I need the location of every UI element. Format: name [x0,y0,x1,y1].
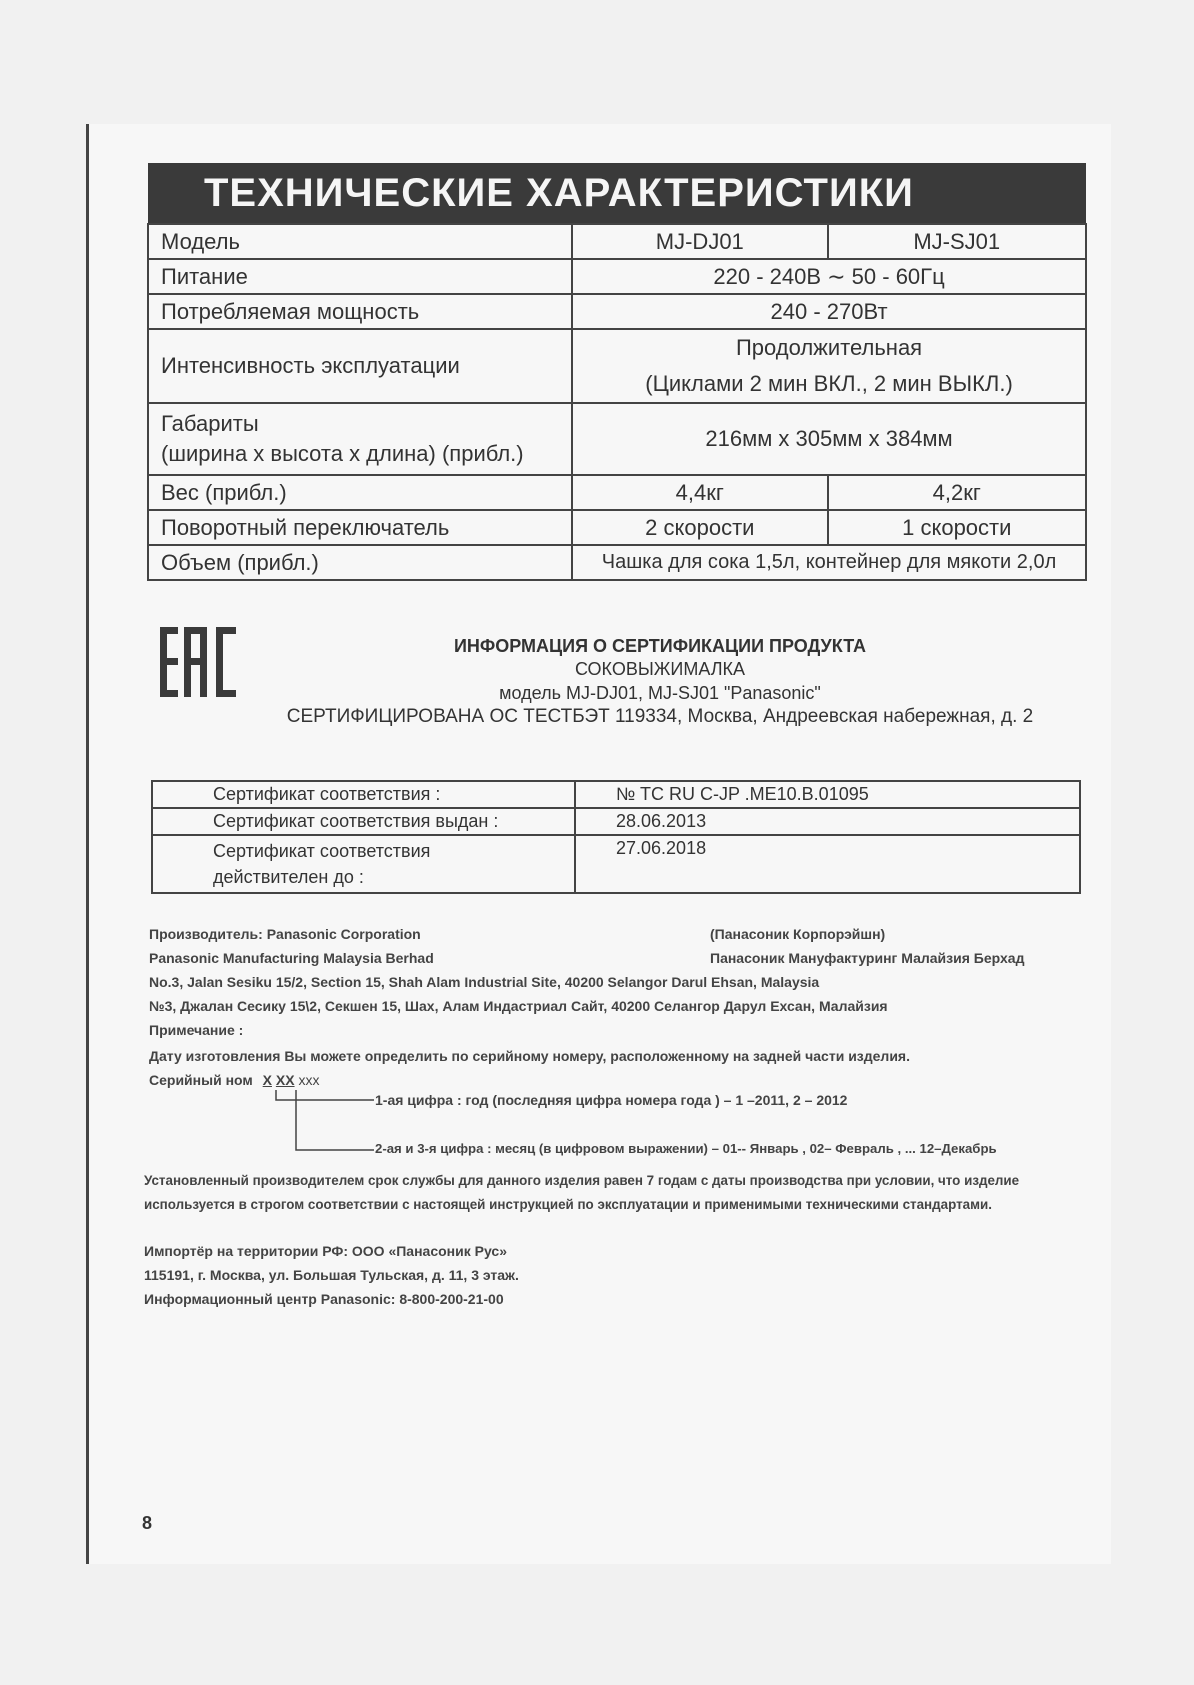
spec-value: 220 - 240В ∼ 50 - 60Гц [572,259,1086,294]
cert-label [152,835,575,893]
importer-line: 115191, г. Москва, ул. Большая Тульская, д. 11, 3 этаж. [144,1267,519,1283]
table-row [148,329,1086,403]
table-row [152,835,1080,893]
spec-label: Поворотный переключатель [148,510,572,545]
eac-logo [160,627,238,697]
spec-label: Потребляемая мощность [148,294,572,329]
cert-label: Сертификат соответствия выдан : [152,808,575,835]
cert-product: СОКОВЫЖИМАЛКА [574,659,746,679]
table-row [148,294,1086,329]
service-life-text: используется в строгом соответствии с настоящей инструкцией по эксплуатации и применимыми техническими стандартами. [144,1197,992,1212]
spec-label-line: Габариты [161,411,259,436]
spec-value: MJ-DJ01 [572,224,827,259]
note-label: Примечание : [149,1022,244,1038]
table-row [148,259,1086,294]
serial-digit2-desc: 2-ая и 3-я цифра : месяц (в цифровом выражении) – 01-- Январь , 02– Февраль , ... 12–Декабрь [375,1141,997,1156]
serial-number [149,1072,319,1088]
spec-label: Модель [148,224,572,259]
cert-label-line: действителен до : [213,867,364,887]
serial-digit1-desc: 1-ая цифра : год (последняя цифра номера года ) – 1 –2011, 2 – 2012 [375,1092,848,1108]
spec-value: 1 скорости [828,510,1086,545]
spec-label: Интенсивность эксплуатации [148,329,572,403]
spec-value: 4,4кг [572,475,827,510]
spec-value: 216мм х 305мм х 384мм [572,403,1086,475]
manufacturer-address-ru: №3, Джалан Сесику 15\2, Секшен 15, Шах, Алам Индастриал Сайт, 40200 Селангор Дарул Ехсан, Малайзия [149,998,888,1014]
manufacturer-line-ru: (Панасоник Корпорэйшн) [710,926,886,942]
spec-value: MJ-SJ01 [828,224,1086,259]
table-row [152,781,1080,808]
cert-label-line: Сертификат соответствия [213,841,431,861]
manufacturer-line-ru: Панасоник Мануфактуринг Малайзия Берхад [710,950,1025,966]
spec-label: Объем (прибл.) [148,545,572,580]
spec-label: Вес (прибл.) [148,475,572,510]
spec-value-line: Продолжительная [735,335,923,360]
serial-bracket-lines [270,1088,380,1154]
manufacturer-line: Panasonic Manufacturing Malaysia Berhad [149,950,434,966]
spec-value [572,329,1086,403]
spec-label [148,403,572,475]
importer-line: Информационный центр Panasonic: 8-800-200-21-00 [144,1291,504,1307]
manufacturer-address: No.3, Jalan Sesiku 15/2, Section 15, Shah Alam Industrial Site, 40200 Selangor Darul Ehsan, Malaysia [149,974,820,990]
table-row [148,403,1086,475]
serial-rest: xxx [298,1072,320,1088]
spec-value: Чашка для сока 1,5л, контейнер для мякоти 2,0л [572,545,1086,580]
table-row [148,510,1086,545]
manufacturer-line: Производитель: Panasonic Corporation [149,926,421,942]
cert-value: 27.06.2018 [575,835,1080,893]
importer-line: Импортёр на территории РФ: ООО «Панасоник Рус» [144,1243,507,1259]
cert-model: модель MJ-DJ01, MJ-SJ01 "Panasonic" [499,683,821,703]
serial-year: X [262,1072,272,1088]
cert-heading: ИНФОРМАЦИЯ О СЕРТИФИКАЦИИ ПРОДУКТА [453,636,867,656]
spec-value: 4,2кг [828,475,1086,510]
cert-label: Сертификат соответствия : [152,781,575,808]
table-row [152,808,1080,835]
spec-value: 2 скорости [572,510,827,545]
spec-value-line: (Циклами 2 мин ВКЛ., 2 мин ВЫКЛ.) [645,371,1013,396]
cert-certified-by: СЕРТИФИЦИРОВАНА ОС ТЕСТБЭТ 119334, Москва, Андреевская набережная, д. 2 [286,706,1034,727]
spec-table [147,223,1087,581]
table-row [148,224,1086,259]
service-life-text: Установленный производителем срок службы для данного изделия равен 7 годам с даты производства при условии, что изделие [144,1173,1020,1188]
page-title: ТЕХНИЧЕСКИЕ ХАРАКТЕРИСТИКИ [148,163,1086,223]
spec-label: Питание [148,259,572,294]
table-row [148,545,1086,580]
certification-info [240,636,1080,729]
spec-label-line: (ширина х высота х длина) (прибл.) [161,441,524,466]
table-row [148,475,1086,510]
spec-value: 240 - 270Вт [572,294,1086,329]
note-text: Дату изготовления Вы можете определить по серийному номеру, расположенному на задней части изделия. [149,1048,910,1064]
cert-table [151,780,1081,894]
cert-value: № TC RU C-JP .ME10.B.01095 [575,781,1080,808]
cert-value: 28.06.2013 [575,808,1080,835]
serial-month: XX [275,1072,295,1088]
serial-label: Серийный ном [149,1072,253,1088]
page-number: 8 [142,1513,153,1533]
